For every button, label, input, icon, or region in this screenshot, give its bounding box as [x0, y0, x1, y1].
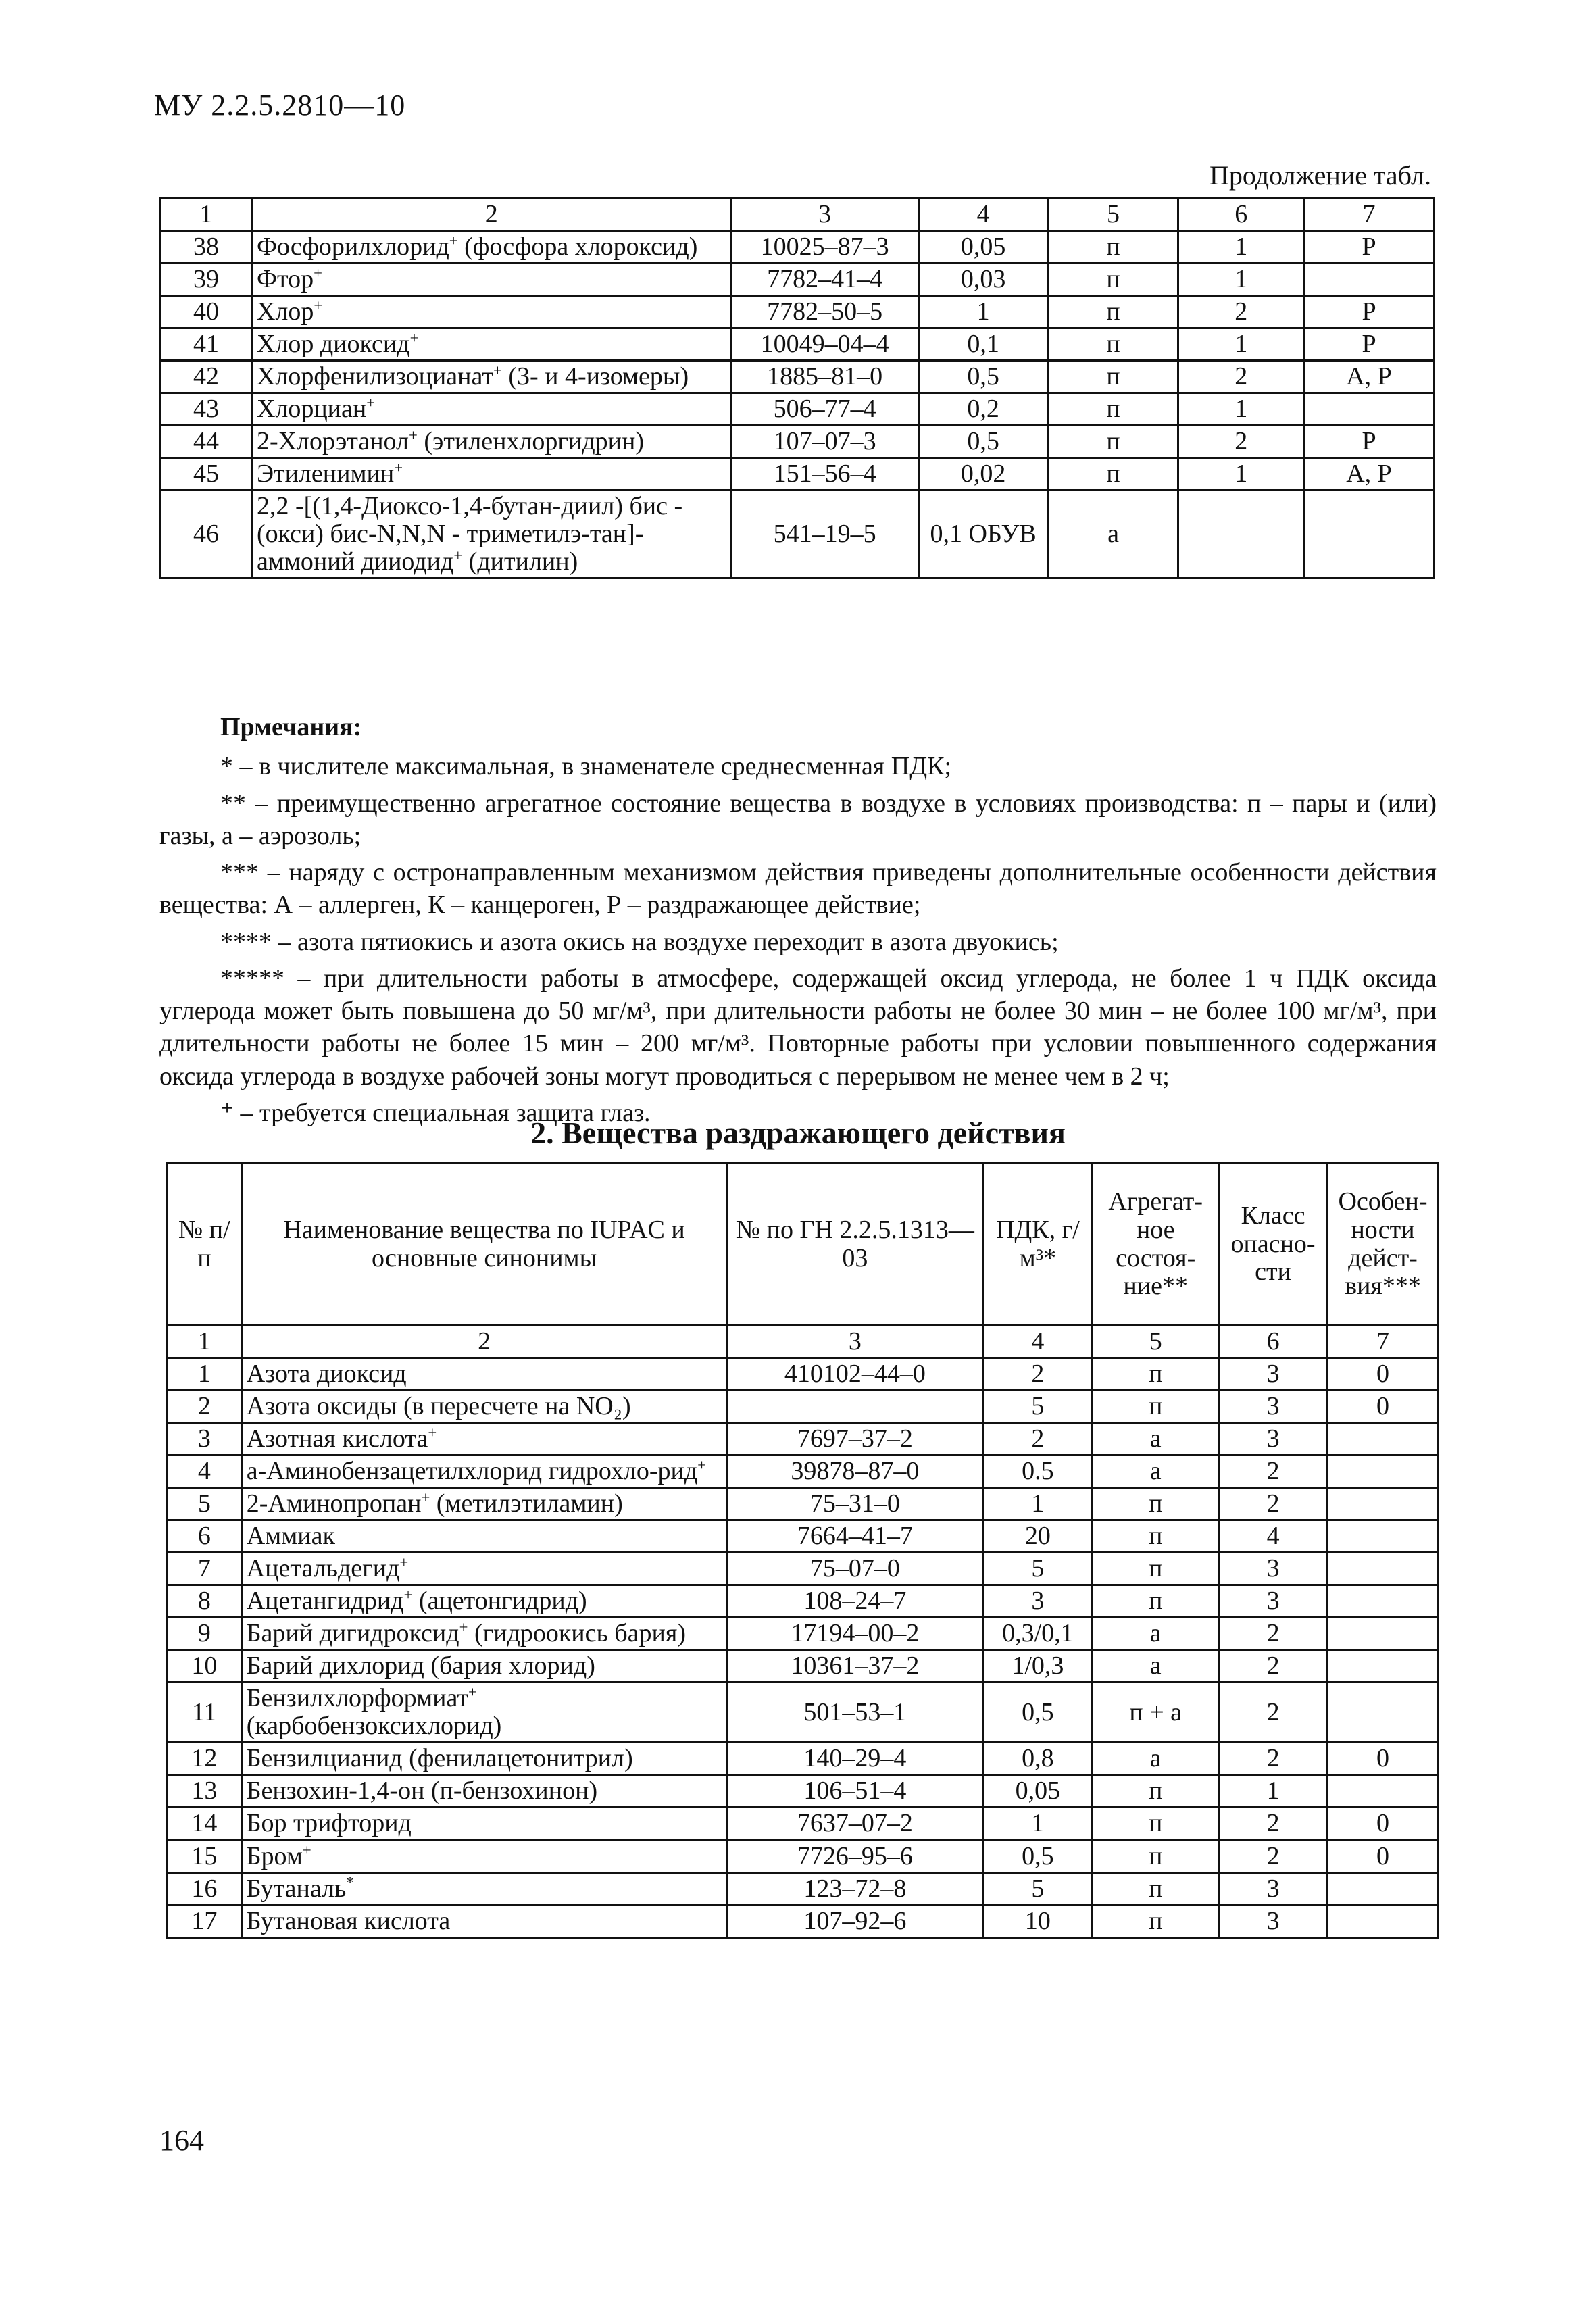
cell: 410102–44–0 — [727, 1358, 983, 1391]
table-row — [168, 1775, 1439, 1808]
row-number: 7 — [168, 1553, 242, 1585]
row-number: 9 — [168, 1618, 242, 1650]
substance-name — [251, 296, 731, 328]
name-synonym: (этиленхлоргидрин) — [424, 427, 644, 456]
cell: 3 — [1219, 1905, 1328, 1937]
name-main: Этиленимин — [256, 459, 395, 489]
table-row — [168, 1618, 1439, 1650]
row-number: 11 — [168, 1683, 242, 1743]
header-cell: 7 — [1304, 199, 1435, 231]
cell — [1328, 1553, 1439, 1585]
column-number: 1 — [168, 1326, 242, 1358]
plus-mark: + — [409, 426, 418, 444]
cell: 107–07–3 — [731, 426, 918, 458]
row-number: 12 — [168, 1743, 242, 1775]
name-main: Азотная кислота — [246, 1424, 428, 1453]
row-number: 8 — [168, 1585, 242, 1618]
note-item: **** – азота пятиокись и азота окись на воздухе переходит в азота двуокись; — [220, 927, 1059, 956]
cell: 3 — [1219, 1391, 1328, 1423]
cell: 75–07–0 — [727, 1553, 983, 1585]
plus-mark: + — [453, 547, 463, 564]
cell: 3 — [1219, 1872, 1328, 1905]
cell: 107–92–6 — [727, 1905, 983, 1937]
cell: 501–53–1 — [727, 1683, 983, 1743]
cell — [1328, 1905, 1439, 1937]
cell: п — [1093, 1775, 1219, 1808]
header-cell: 6 — [1178, 199, 1304, 231]
header-cell: 5 — [1048, 199, 1178, 231]
cell: 0 — [1328, 1743, 1439, 1775]
cell: 7637–07–2 — [727, 1808, 983, 1840]
cell — [1328, 1683, 1439, 1743]
cell — [1178, 491, 1304, 578]
superscript-mark: + — [302, 1841, 311, 1858]
cell: п — [1048, 264, 1178, 296]
notes-block — [159, 711, 1437, 1133]
row-number: 4 — [168, 1455, 242, 1488]
header-cell: 3 — [731, 199, 918, 231]
name-main: Аммиак — [246, 1522, 335, 1551]
column-header: № п/п — [168, 1164, 242, 1326]
column-number: 4 — [983, 1326, 1093, 1358]
cell — [1304, 393, 1435, 426]
name-main: Хлор диоксид — [256, 330, 410, 359]
cell: 39878–87–0 — [727, 1455, 983, 1488]
cell: 140–29–4 — [727, 1743, 983, 1775]
superscript-mark: + — [428, 1424, 437, 1441]
name-main: Барий дихлорид (бария хлорид) — [246, 1651, 595, 1681]
cell — [1328, 1488, 1439, 1520]
row-number: 1 — [168, 1358, 242, 1391]
cell: 10025–87–3 — [731, 231, 918, 264]
cell: 7782–41–4 — [731, 264, 918, 296]
cell: 5 — [983, 1872, 1093, 1905]
cell: 0 — [1328, 1391, 1439, 1423]
page-number: 164 — [159, 2124, 204, 2157]
cell: 2 — [983, 1358, 1093, 1391]
substance-name — [241, 1872, 727, 1905]
cell: 2 — [1219, 1743, 1328, 1775]
cell: 0 — [1328, 1358, 1439, 1391]
row-number: 46 — [161, 491, 252, 578]
cell: п — [1093, 1905, 1219, 1937]
table-row — [168, 1683, 1439, 1743]
cell: 3 — [1219, 1358, 1328, 1391]
name-main: Фосфорилхлорид — [256, 232, 449, 262]
column-header: Наименование вещества по IUPAC и основные синонимы — [241, 1164, 727, 1326]
substance-name — [241, 1683, 727, 1743]
cell: 7664–41–7 — [727, 1520, 983, 1553]
substance-name — [251, 231, 731, 264]
cell: 75–31–0 — [727, 1488, 983, 1520]
row-number: 10 — [168, 1650, 242, 1683]
name-main: Хлор — [256, 297, 314, 326]
cell: 20 — [983, 1520, 1093, 1553]
name-suffix: + (гидроокись бария) — [459, 1618, 687, 1648]
name-main: а-Аминобензацетилхлорид гидрохло-рид — [246, 1457, 698, 1486]
substance-name — [241, 1743, 727, 1775]
cell: 0,05 — [983, 1775, 1093, 1808]
row-number: 6 — [168, 1520, 242, 1553]
name-suffix: + (карбобензоксихлорид) — [246, 1683, 502, 1741]
table-row — [168, 1423, 1439, 1455]
cell: 1 — [983, 1808, 1093, 1840]
cell: 0,8 — [983, 1743, 1093, 1775]
row-number: 17 — [168, 1905, 242, 1937]
cell: 0 — [1328, 1840, 1439, 1872]
cell: 0,1 ОБУВ — [918, 491, 1048, 578]
substance-name — [251, 426, 731, 458]
row-number: 41 — [161, 328, 252, 361]
cell: 1 — [1178, 458, 1304, 491]
cell: 2 — [1219, 1455, 1328, 1488]
cell: Р — [1304, 328, 1435, 361]
cell: 0,2 — [918, 393, 1048, 426]
cell: п — [1048, 458, 1178, 491]
name-main: Ацетальдегид — [246, 1554, 400, 1583]
name-main: 2-Аминопропан — [246, 1489, 422, 1518]
cell: 10361–37–2 — [727, 1650, 983, 1683]
cell: 1 — [983, 1488, 1093, 1520]
cell: а — [1093, 1455, 1219, 1488]
cell: 151–56–4 — [731, 458, 918, 491]
cell: п — [1048, 231, 1178, 264]
name-synonym: (фосфора хлороксид) — [464, 232, 698, 262]
substance-name — [251, 264, 731, 296]
cell: 17194–00–2 — [727, 1618, 983, 1650]
cell: 7782–50–5 — [731, 296, 918, 328]
row-number: 44 — [161, 426, 252, 458]
column-header: Особен-ности дейст-вия*** — [1328, 1164, 1439, 1326]
cell: 2 — [1219, 1840, 1328, 1872]
cell: Р — [1304, 231, 1435, 264]
cell: 108–24–7 — [727, 1585, 983, 1618]
table-row — [161, 231, 1435, 264]
cell: 506–77–4 — [731, 393, 918, 426]
name-suffix: + (ацетонгидрид) — [403, 1586, 587, 1616]
cell: А, Р — [1304, 361, 1435, 393]
column-number-row — [168, 1326, 1439, 1358]
substance-name — [241, 1391, 727, 1423]
cell: 2 — [1219, 1683, 1328, 1743]
substance-name — [241, 1520, 727, 1553]
name-synonym: (дитилин) — [468, 547, 578, 576]
header-cell: 2 — [251, 199, 731, 231]
cell: а — [1093, 1618, 1219, 1650]
cell: 2 — [1178, 296, 1304, 328]
table-row — [168, 1520, 1439, 1553]
table-row — [168, 1650, 1439, 1683]
cell: 0,5 — [918, 361, 1048, 393]
cell: 0,03 — [918, 264, 1048, 296]
name-main: Бутаналь — [246, 1874, 347, 1903]
table-row — [161, 296, 1435, 328]
note-item: ***** – при длительности работы в атмосфере, содержащей оксид углерода, не более 1 ч ПДК оксида углерода может быть повышена до 50 мг/м³, при длительности работы не более 30 мин – не более 100 мг/м³, при длительности работы не более 15 мин – 200 мг/м³. Повторные работы при условии повышенного содержания оксида углерода в воздухе рабочей зоны могут проводиться с перерывом не менее чем в 2 ч; — [159, 964, 1437, 1091]
cell: 5 — [983, 1391, 1093, 1423]
cell: п — [1048, 393, 1178, 426]
row-number: 13 — [168, 1775, 242, 1808]
plus-mark: + — [366, 394, 376, 412]
name-main: Бутановая кислота — [246, 1906, 451, 1935]
superscript-mark: + — [399, 1553, 409, 1571]
cell: 1/0,3 — [983, 1650, 1093, 1683]
table-irritants — [166, 1162, 1439, 1939]
table-part1 — [159, 197, 1435, 579]
name-main: Бензохин-1,4-он (п-бензохинон) — [246, 1776, 598, 1806]
row-number: 39 — [161, 264, 252, 296]
cell: 0 — [1328, 1808, 1439, 1840]
cell — [1328, 1585, 1439, 1618]
plus-mark: + — [449, 232, 458, 249]
cell: 3 — [1219, 1553, 1328, 1585]
cell: 0,5 — [918, 426, 1048, 458]
name-main: Азота диоксид — [246, 1360, 407, 1389]
cell: 2 — [1178, 361, 1304, 393]
plus-mark: + — [403, 1586, 413, 1603]
cell: п — [1048, 361, 1178, 393]
name-main: Барий дигидроксид — [246, 1619, 459, 1648]
document-header: МУ 2.2.5.2810—10 — [154, 89, 406, 122]
name-suffix: + (метилэтиламин) — [421, 1489, 623, 1518]
substance-name — [251, 393, 731, 426]
name-main: Хлорциан — [256, 395, 367, 424]
column-header: Класс опасно-сти — [1219, 1164, 1328, 1326]
substance-name — [241, 1650, 727, 1683]
plus-mark: + — [314, 297, 323, 314]
cell: 0.5 — [983, 1455, 1093, 1488]
row-number: 2 — [168, 1391, 242, 1423]
cell — [1328, 1650, 1439, 1683]
column-header: ПДК, г/м³* — [983, 1164, 1093, 1326]
cell — [1328, 1618, 1439, 1650]
table-row — [168, 1358, 1439, 1391]
cell: п — [1093, 1840, 1219, 1872]
row-number: 3 — [168, 1423, 242, 1455]
cell: п — [1093, 1872, 1219, 1905]
cell: п + а — [1093, 1683, 1219, 1743]
column-number: 7 — [1328, 1326, 1439, 1358]
section-title: 2. Вещества раздражающего действия — [530, 1116, 1066, 1150]
cell: п — [1093, 1488, 1219, 1520]
cell: п — [1048, 328, 1178, 361]
cell: 1 — [1178, 264, 1304, 296]
cell: 106–51–4 — [727, 1775, 983, 1808]
column-number: 3 — [727, 1326, 983, 1358]
cell — [727, 1391, 983, 1423]
cell: 1 — [1178, 393, 1304, 426]
table-row — [168, 1743, 1439, 1775]
cell — [1328, 1520, 1439, 1553]
row-number: 40 — [161, 296, 252, 328]
cell: А, Р — [1304, 458, 1435, 491]
cell: п — [1093, 1358, 1219, 1391]
column-number: 2 — [241, 1326, 727, 1358]
cell: 2 — [983, 1423, 1093, 1455]
cell: Р — [1304, 426, 1435, 458]
cell: п — [1093, 1391, 1219, 1423]
cell: 0,05 — [918, 231, 1048, 264]
cell — [1304, 491, 1435, 578]
name-main: Хлорфенилизоцианат — [256, 362, 493, 391]
cell: 2 — [1219, 1650, 1328, 1683]
table-row — [168, 1872, 1439, 1905]
substance-name — [251, 328, 731, 361]
cell — [1328, 1872, 1439, 1905]
cell — [1328, 1423, 1439, 1455]
notes-title: Прмечания: — [220, 713, 362, 741]
row-number: 5 — [168, 1488, 242, 1520]
note-item: ⁺ – требуется специальная защита глаз. — [220, 1098, 651, 1127]
table-row — [168, 1455, 1439, 1488]
cell: 0,02 — [918, 458, 1048, 491]
name-main: Азота оксиды (в пересчете на NO₂) — [246, 1392, 631, 1421]
cell: 4 — [1219, 1520, 1328, 1553]
plus-mark: + — [493, 362, 502, 379]
cell: 0,5 — [983, 1840, 1093, 1872]
substance-name — [241, 1423, 727, 1455]
cell — [1328, 1775, 1439, 1808]
table-row — [168, 1808, 1439, 1840]
cell: 7697–37–2 — [727, 1423, 983, 1455]
name-main: Бром — [246, 1841, 303, 1870]
substance-name — [241, 1553, 727, 1585]
name-main: 2-Хлорэтанол — [256, 427, 409, 456]
superscript-mark: + — [697, 1456, 707, 1474]
plus-mark: + — [459, 1618, 468, 1636]
table-row — [161, 458, 1435, 491]
substance-name — [241, 1455, 727, 1488]
note-item: *** – наряду с остронаправленным механизмом действия приведены дополнительные особенности действия вещества: А – аллерген, К – канцероген, Р – раздражающее действие; — [159, 858, 1437, 920]
substance-name — [241, 1808, 727, 1840]
plus-mark: + — [314, 264, 322, 282]
substance-name — [241, 1618, 727, 1650]
table-row — [161, 393, 1435, 426]
cell: п — [1093, 1585, 1219, 1618]
row-number: 16 — [168, 1872, 242, 1905]
cell: 3 — [1219, 1585, 1328, 1618]
cell: а — [1093, 1743, 1219, 1775]
cell: а — [1093, 1650, 1219, 1683]
row-number: 45 — [161, 458, 252, 491]
note-item: * – в числителе максимальная, в знаменателе среднесменная ПДК; — [220, 752, 952, 781]
cell: а — [1093, 1423, 1219, 1455]
name-main: Бензилцианид (фенилацетонитрил) — [246, 1744, 633, 1773]
substance-name — [251, 361, 731, 393]
table-row — [168, 1840, 1439, 1872]
name-main: 2,2 -[(1,4-Диоксо-1,4-бутан-диил) бис - (окси) бис-N,N,N - триметилэ-тан]-аммоний дииодид — [256, 492, 683, 576]
table-row — [168, 1585, 1439, 1618]
table-header-row — [161, 199, 1435, 231]
table-row — [161, 426, 1435, 458]
cell: а — [1048, 491, 1178, 578]
note-item: ** – преимущественно агрегатное состояние вещества в воздухе в условиях производства: п – пары и (или) газы, а – аэрозоль; — [159, 789, 1437, 850]
cell: 10049–04–4 — [731, 328, 918, 361]
substance-name — [241, 1585, 727, 1618]
substance-name — [241, 1358, 727, 1391]
cell: п — [1093, 1520, 1219, 1553]
name-main: Фтор — [256, 265, 314, 294]
cell: п — [1093, 1808, 1219, 1840]
row-number: 38 — [161, 231, 252, 264]
cell — [1328, 1455, 1439, 1488]
column-number: 6 — [1219, 1326, 1328, 1358]
substance-name — [251, 491, 731, 578]
column-number: 5 — [1093, 1326, 1219, 1358]
name-main: Ацетангидрид — [246, 1587, 404, 1616]
row-number: 42 — [161, 361, 252, 393]
cell: 3 — [983, 1585, 1093, 1618]
plus-mark: + — [468, 1683, 477, 1701]
cell: 10 — [983, 1905, 1093, 1937]
plus-mark: + — [421, 1489, 430, 1506]
cell: 1 — [1178, 231, 1304, 264]
table-row — [161, 491, 1435, 578]
table-row — [161, 264, 1435, 296]
name-synonym: (3- и 4-изомеры) — [508, 362, 689, 391]
cell: 0,3/0,1 — [983, 1618, 1093, 1650]
cell: 2 — [1219, 1618, 1328, 1650]
row-number: 15 — [168, 1840, 242, 1872]
table-row — [168, 1391, 1439, 1423]
cell: 3 — [1219, 1423, 1328, 1455]
cell: 7726–95–6 — [727, 1840, 983, 1872]
cell: 0,1 — [918, 328, 1048, 361]
column-header: № по ГН 2.2.5.1313—03 — [727, 1164, 983, 1326]
header-cell: 1 — [161, 199, 252, 231]
cell: 1885–81–0 — [731, 361, 918, 393]
substance-name — [241, 1775, 727, 1808]
table-row — [168, 1488, 1439, 1520]
cell: 2 — [1219, 1808, 1328, 1840]
cell: 541–19–5 — [731, 491, 918, 578]
row-number: 43 — [161, 393, 252, 426]
table-continuation-label: Продолжение табл. — [1210, 160, 1431, 191]
column-header: Агрегат-ное состоя-ние** — [1093, 1164, 1219, 1326]
name-main: Бор трифторид — [246, 1809, 412, 1838]
cell: 1 — [1178, 328, 1304, 361]
substance-name — [241, 1840, 727, 1872]
substance-name — [241, 1488, 727, 1520]
table-row — [161, 328, 1435, 361]
plus-mark: + — [409, 329, 419, 347]
cell: 2 — [1219, 1488, 1328, 1520]
cell: п — [1048, 426, 1178, 458]
cell: 123–72–8 — [727, 1872, 983, 1905]
substance-name — [251, 458, 731, 491]
table-row — [168, 1553, 1439, 1585]
substance-name — [241, 1905, 727, 1937]
row-number: 14 — [168, 1808, 242, 1840]
cell: 0,5 — [983, 1683, 1093, 1743]
name-main: Бензилхлорформиат — [246, 1684, 468, 1713]
cell: п — [1093, 1553, 1219, 1585]
cell: 1 — [918, 296, 1048, 328]
cell: п — [1048, 296, 1178, 328]
header-cell: 4 — [918, 199, 1048, 231]
cell — [1304, 264, 1435, 296]
plus-mark: + — [394, 459, 403, 476]
table-row — [168, 1905, 1439, 1937]
cell: Р — [1304, 296, 1435, 328]
cell: 2 — [1178, 426, 1304, 458]
superscript-mark: * — [346, 1873, 354, 1891]
table-row — [161, 361, 1435, 393]
cell: 5 — [983, 1553, 1093, 1585]
cell: 1 — [1219, 1775, 1328, 1808]
